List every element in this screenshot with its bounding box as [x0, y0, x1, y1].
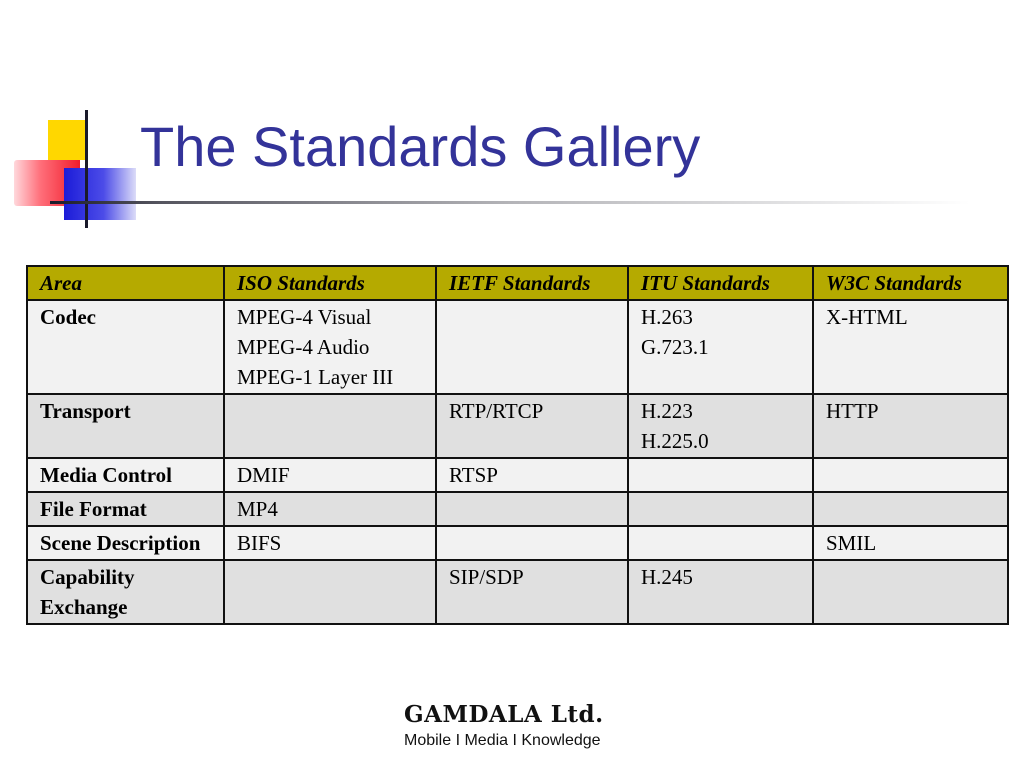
standard-item: H.223: [641, 399, 693, 423]
standard-item: BIFS: [237, 531, 282, 555]
area-cell: Capability Exchange: [27, 560, 224, 624]
iso-cell: [224, 492, 436, 526]
standard-item: MP4: [237, 497, 278, 521]
standard-item: H.245: [641, 565, 693, 589]
ietf-cell: [436, 492, 628, 526]
table-row: [27, 560, 1008, 624]
w3c-cell: [813, 560, 1008, 624]
vertical-rule-decoration: [85, 110, 88, 228]
standards-table: [26, 265, 1009, 625]
ietf-cell: [436, 458, 628, 492]
itu-cell: [628, 526, 813, 560]
area-label: Media Control: [40, 463, 173, 487]
slide-title: The Standards Gallery: [140, 115, 701, 178]
table-row: [27, 394, 1008, 458]
title-decoration: [0, 0, 160, 240]
standard-item: G.723.1: [641, 335, 709, 359]
w3c-cell: [813, 458, 1008, 492]
standard-item: SIP/SDP: [449, 565, 524, 589]
iso-cell: [224, 300, 436, 394]
ietf-cell: [436, 560, 628, 624]
standard-item: H.225.0: [641, 429, 709, 453]
table-row: [27, 526, 1008, 560]
standard-item: MPEG-4 Audio: [237, 335, 370, 359]
table-header-row: [27, 266, 1008, 300]
itu-cell: [628, 560, 813, 624]
table-row: [27, 458, 1008, 492]
area-cell: File Format: [27, 492, 224, 526]
iso-cell: [224, 526, 436, 560]
standard-item: MPEG-4 Visual: [237, 305, 372, 329]
company-logo: [404, 700, 644, 752]
table-row: [27, 300, 1008, 394]
header-area: Area: [27, 266, 224, 300]
w3c-cell: [813, 300, 1008, 394]
iso-cell: [224, 458, 436, 492]
standard-item: MPEG-1 Layer III: [237, 365, 394, 389]
standard-item: RTSP: [449, 463, 498, 487]
w3c-cell: [813, 526, 1008, 560]
area-cell: Transport: [27, 394, 224, 458]
itu-cell: [628, 458, 813, 492]
header-w3c: W3C Standards: [813, 266, 1008, 300]
standard-item: X-HTML: [826, 305, 908, 329]
header-iso: ISO Standards: [224, 266, 436, 300]
ietf-cell: [436, 394, 628, 458]
iso-cell: [224, 394, 436, 458]
standard-item: SMIL: [826, 531, 877, 555]
ietf-cell: [436, 526, 628, 560]
standard-item: H.263: [641, 305, 693, 329]
itu-cell: [628, 394, 813, 458]
yellow-square-decoration: [48, 120, 86, 160]
company-name: GAMDALA Ltd.: [404, 701, 604, 728]
w3c-cell: [813, 492, 1008, 526]
blue-square-decoration: [64, 168, 136, 220]
header-itu: ITU Standards: [628, 266, 813, 300]
company-tagline: Mobile I Media I Knowledge: [404, 732, 601, 749]
w3c-cell: [813, 394, 1008, 458]
standard-item: RTP/RTCP: [449, 399, 544, 423]
header-ietf: IETF Standards: [436, 266, 628, 300]
standard-item: HTTP: [826, 399, 879, 423]
iso-cell: [224, 560, 436, 624]
area-cell: [27, 458, 224, 492]
itu-cell: [628, 492, 813, 526]
ietf-cell: [436, 300, 628, 394]
area-cell: Scene Description: [27, 526, 224, 560]
area-cell: Codec: [27, 300, 224, 394]
standard-item: DMIF: [237, 463, 290, 487]
table-row: [27, 492, 1008, 526]
itu-cell: [628, 300, 813, 394]
title-underline-rule: [50, 201, 970, 204]
